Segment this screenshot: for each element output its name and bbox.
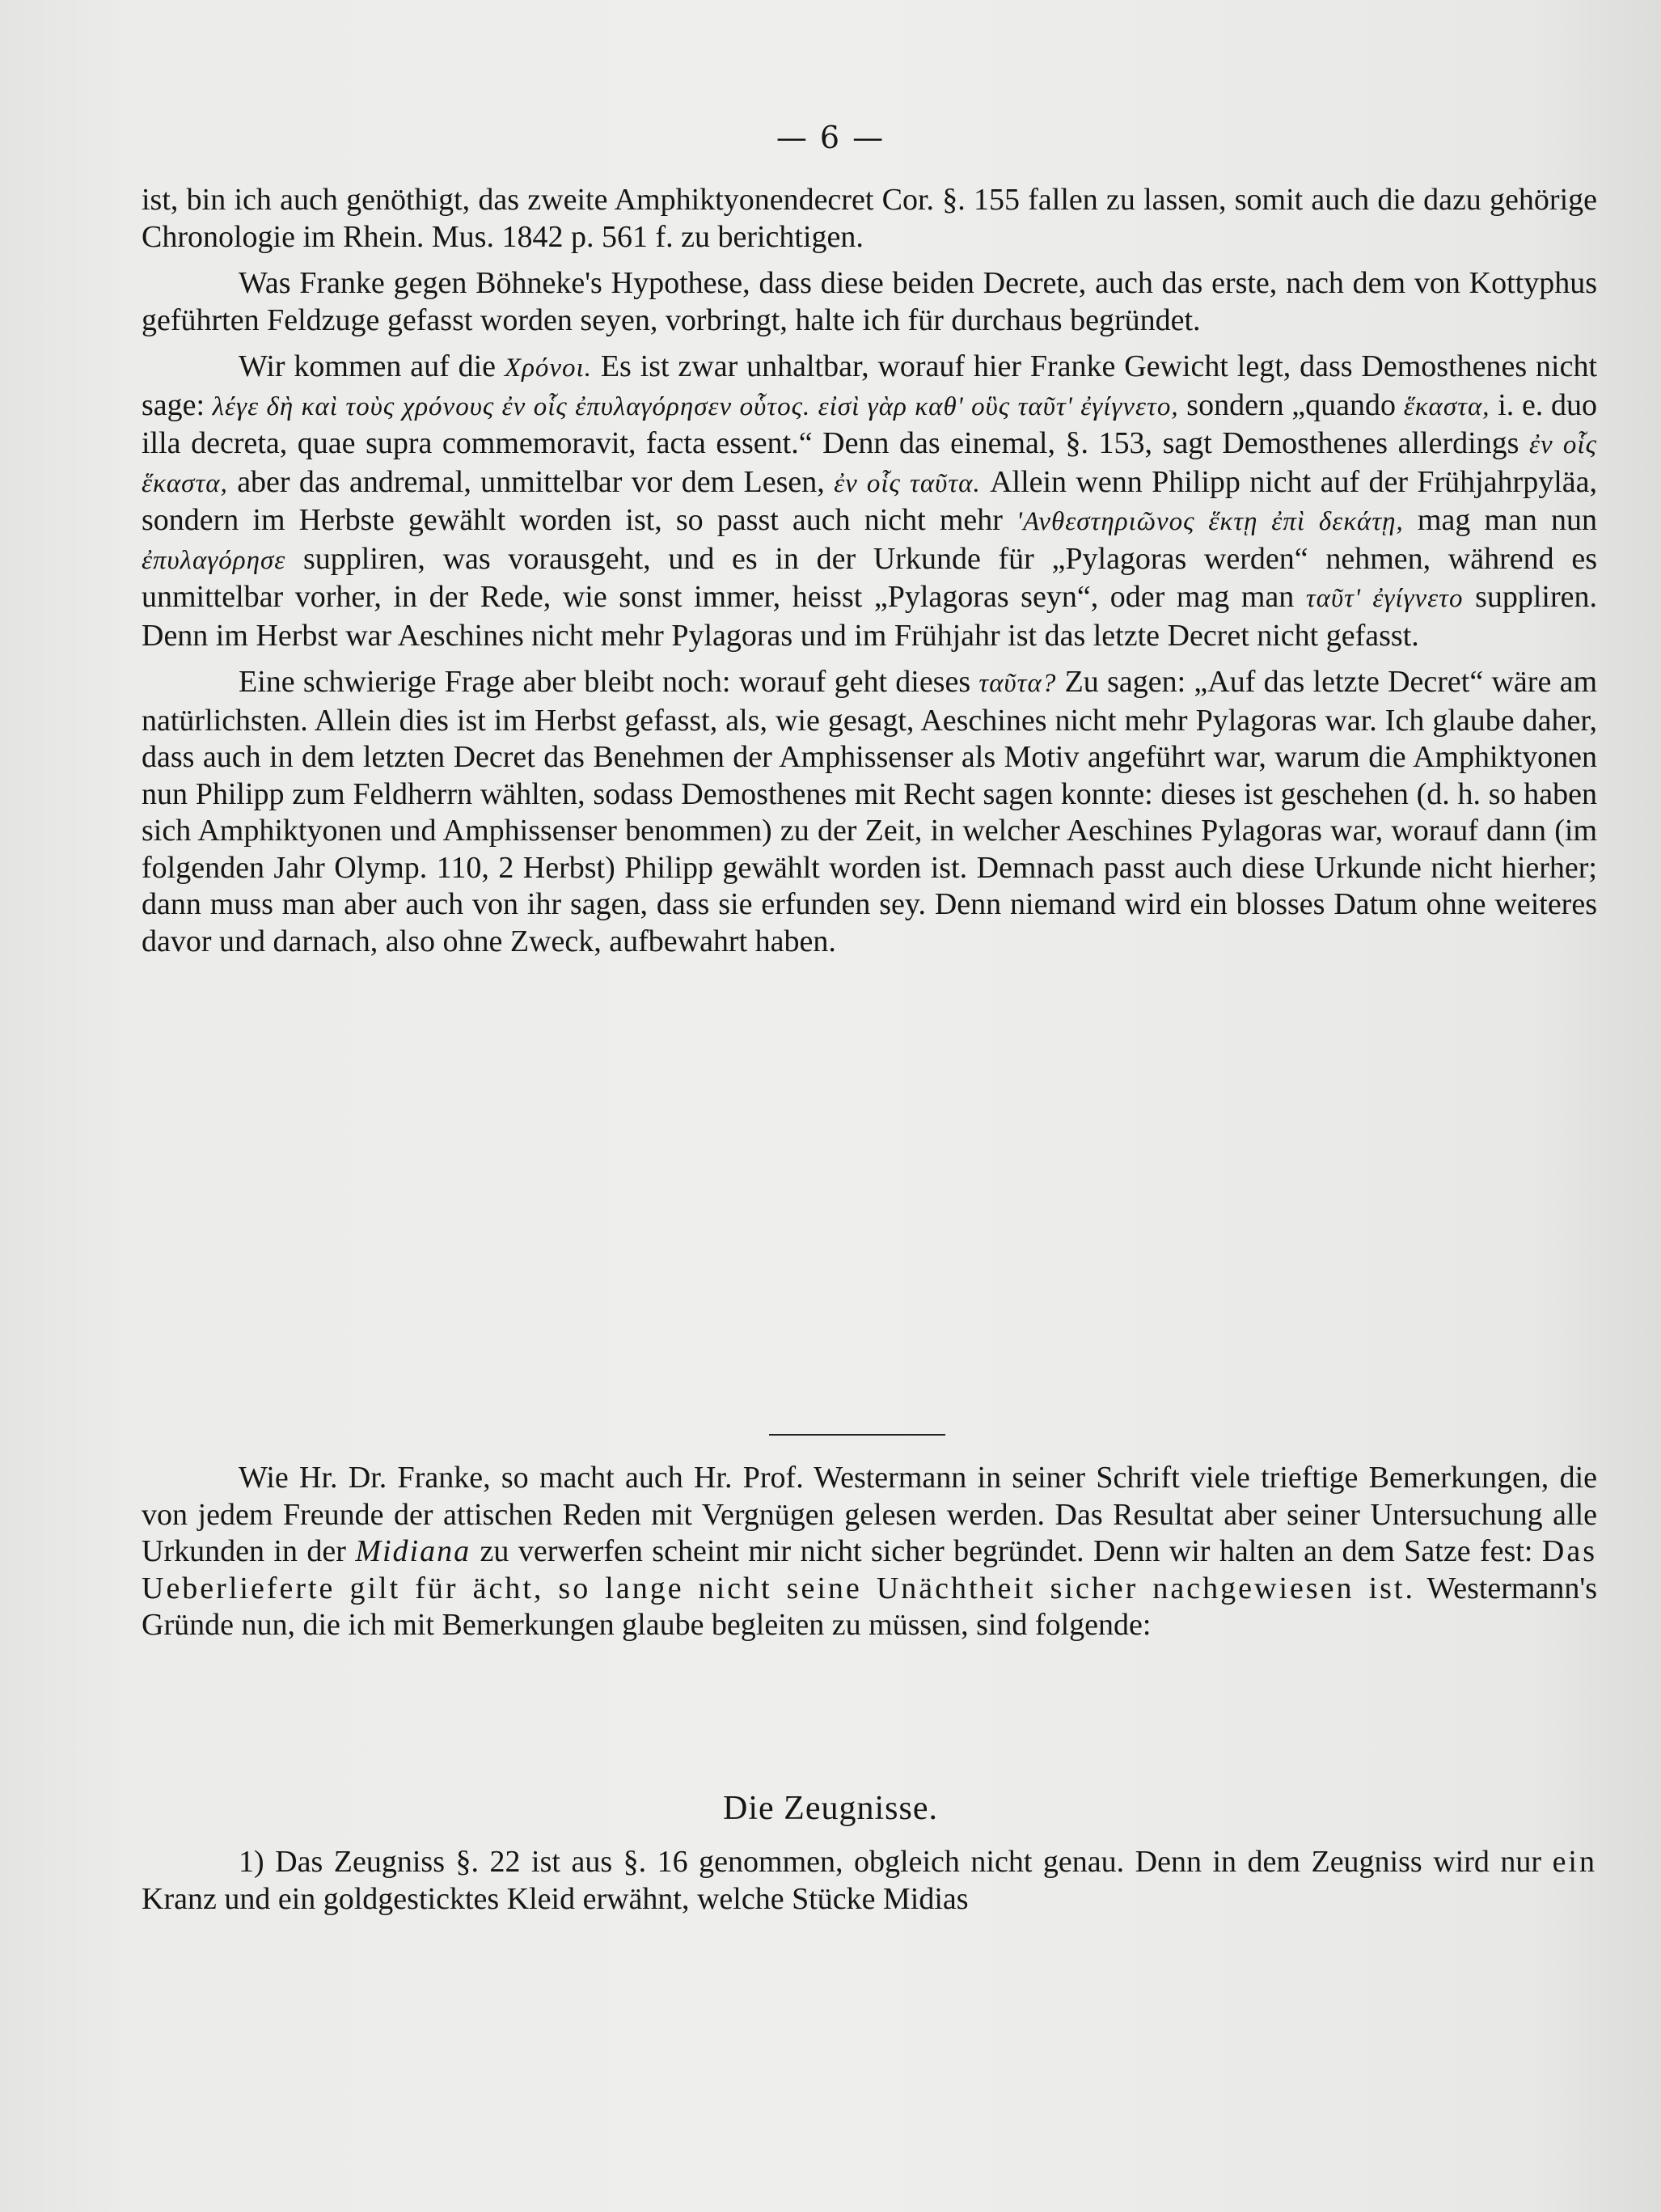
greek-phrase: Χρόνοι. — [504, 353, 592, 383]
greek-phrase: 'Ανθεστηριῶνος ἕκτῃ ἐπὶ δεκάτῃ, — [1016, 507, 1404, 536]
greek-phrase: ταῦτα? — [978, 669, 1057, 698]
greek-phrase: ἐν οἷς ἕκαστα, — [142, 430, 1597, 498]
paragraph-franke-hypothesis: Was Franke gegen Böhneke's Hypothese, dass diese beiden Decrete, auch das erste, nach dem von Kottyphus geführten Feldzuge gefasst worden seyen, vorbringt, halte ich für durchaus begründet. — [142, 266, 1597, 337]
page-number: — 6 — — [776, 120, 885, 155]
text-run: Kranz und ein goldgesticktes Kleid erwähnt, welche Stücke Midias — [142, 1881, 969, 1916]
text-run: i. e. duo illa decreta, quae supra commemoravit, facta essent.“ Denn das einemal, §. 153, sagt Demosthenes allerdings — [142, 387, 1597, 460]
section-heading: Die Zeugnisse. — [723, 1790, 938, 1827]
text-run: Wir kommen auf die — [239, 349, 505, 383]
paragraph-westermann — [142, 1460, 1597, 1644]
text-run: Es ist zwar unhaltbar, worauf hier Franke Gewicht legt, dass Demosthenes nicht sage: — [142, 349, 1597, 422]
text-block-westermann — [142, 1460, 1597, 1654]
text-run: zu verwerfen scheint mir nicht sicher begründet. Denn wir halten an dem Satze fest: — [471, 1534, 1542, 1568]
emphasis-midiana: Midiana — [355, 1534, 471, 1568]
text-block-main — [142, 182, 1597, 970]
paragraph-continuation: ist, bin ich auch genöthigt, das zweite Amphiktyonendecret Cor. §. 155 fallen zu lassen, somit auch die dazu gehörige Chronologie im Rhein. Mus. 1842 p. 561 f. zu berichtigen. — [142, 183, 1597, 254]
greek-phrase: ἐπυλαγόρησε — [142, 545, 286, 575]
section-divider — [769, 1434, 945, 1436]
paragraph-chronoi — [142, 349, 1597, 654]
greek-phrase: ἐν οἷς ταῦτα. — [834, 468, 981, 498]
text-run: Wie Hr. Dr. Franke, so macht auch Hr. Prof. Westermann in seiner Schrift viele trieftige Bemerkungen, die von jedem Freunde der attischen Reden mit Vergnügen gelesen werden. Das Resultat aber seiner Untersuchung alle Urkunden in der — [142, 1461, 1597, 1568]
text-run: sondern „quando — [1178, 387, 1404, 422]
text-run: 1) Das Zeugniss §. 22 ist aus §. 16 genommen, obgleich nicht genau. Denn in dem Zeugniss wird nur — [239, 1845, 1553, 1879]
greek-phrase: λέγε δὴ καὶ τοὺς χρόνους ἐν οἷς ἐπυλαγόρησεν οὗτος. εἰσὶ γὰρ καθ' οὓς ταῦτ' ἐγίγνετο, — [212, 391, 1179, 421]
text-run: Zu sagen: „Auf das letzte Decret“ wäre am natürlichsten. Allein dies ist im Herbst gefasst, als, wie gesagt, Aeschines nicht mehr Pylagoras war. Ich glaube daher, dass auch in dem letzten Decret das Benehmen der Amphissenser als Motiv angeführt war, warum die Amphiktyonen nun Philipp zum Feldherrn wählten, sodass Demosthenes mit Recht sagen konnte: dieses ist geschehen (d. h. so haben sich Amphiktyonen und Amphissenser benommen) zu der Zeit, in welcher Aeschines Pylagoras war, worauf dann (im folgenden Jahr Olymp. 110, 2 Herbst) Philipp gewählt worden ist. Demnach passt auch diese Urkunde nicht hierher; dann muss man aber auch von ihr sagen, dass sie erfunden sey. Denn niemand wird ein blosses Datum ohne weiteres davor und darnach, also ohne Zweck, aufbewahrt haben. — [142, 665, 1597, 958]
text-run: suppliren. Denn im Herbst war Aeschines nicht mehr Pylagoras und im Frühjahr ist das letzte Decret nicht gefasst. — [142, 580, 1597, 653]
text-run: mag man nun — [1403, 503, 1597, 537]
text-run: Allein wenn Philipp nicht auf der Frühjahrpyläa, sondern im Herbste gewählt worden ist, so passt auch nicht mehr — [142, 464, 1597, 537]
text-run: aber das andremal, unmittelbar vor dem Lesen, — [227, 464, 835, 499]
text-run: Westermann's Gründe nun, die ich mit Bemerkungen glaube begleiten zu müssen, sind folgende: — [142, 1571, 1597, 1642]
paragraph-zeugniss-1 — [142, 1844, 1597, 1918]
greek-phrase: ἕκαστα, — [1403, 391, 1490, 421]
paragraph-tauta-question — [142, 664, 1597, 960]
greek-phrase: ταῦτ' ἐγίγνετο — [1305, 584, 1464, 613]
text-run: Eine schwierige Frage aber bleibt noch: worauf geht dieses — [239, 665, 979, 699]
emphasis-principle: Das Ueberlieferte gilt für ächt, so lange nicht seine Unächtheit sicher nachgewiesen ist. — [142, 1534, 1597, 1605]
text-block-zeugnisse — [142, 1844, 1597, 1927]
text-run: suppliren, was vorausgeht, und es in der Urkunde für „Pylagoras werden“ nehmen, während es unmittelbar vorher, in der Rede, wie sonst immer, heisst „Pylagoras seyn“, oder mag man — [142, 541, 1597, 614]
emphasis-ein: ein — [1552, 1845, 1597, 1879]
